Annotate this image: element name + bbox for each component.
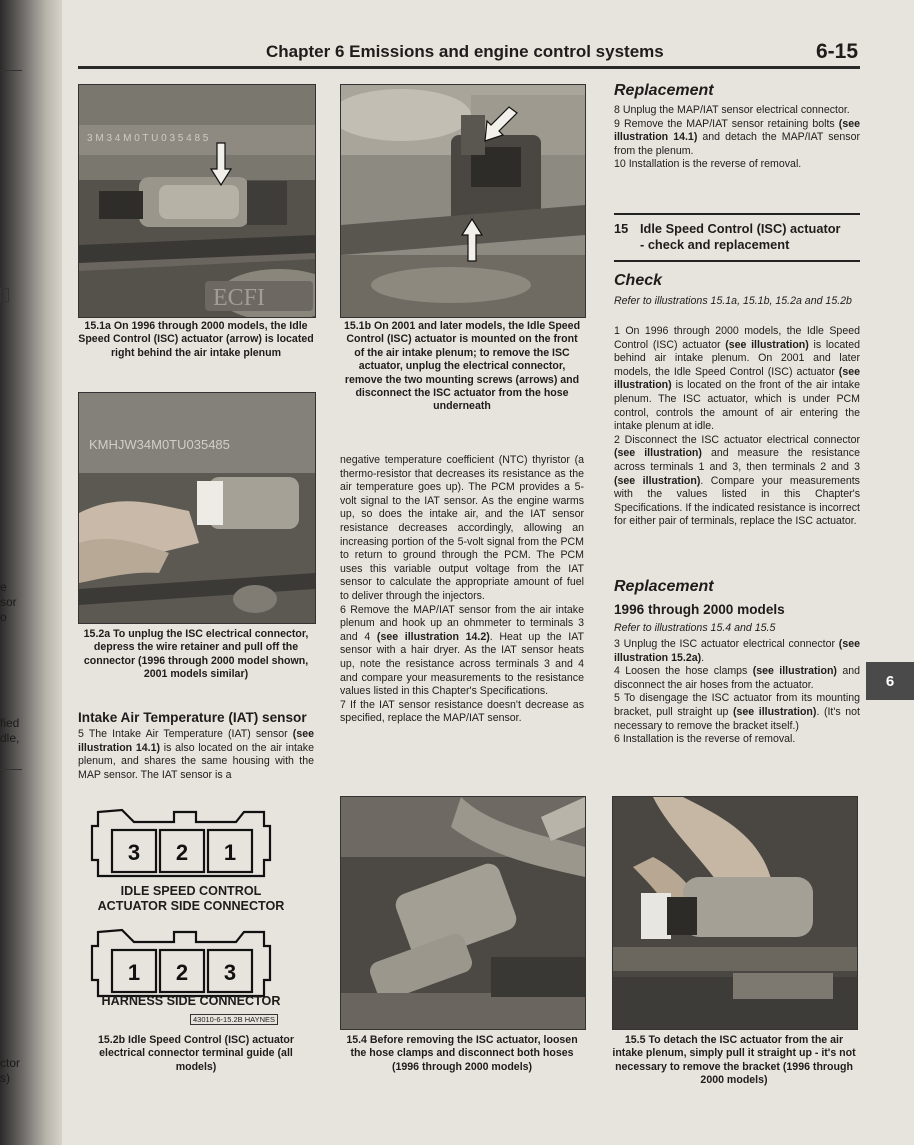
text-run: 2 Disconnect the ISC actuator electrical connector (614, 433, 860, 446)
caption-15-1b: 15.1b On 2001 and later models, the Idle Speed Control (ISC) actuator is mounted on the front of the air intake plenum; to remove the ISC actuator, unplug the electrical connector, remove the two mounting screws (arrows) and disconnect the ISC actuator from the hose underneath (343, 320, 581, 413)
text-run: is located behind air intake plenum. On 2001 and later models, the Idle Speed Control (ISC) actuator (614, 338, 860, 378)
section-15-number: 15 (614, 221, 629, 236)
text-run: . Compare your measurements with the values listed in this Chapter's Specifications. If the indicated resistance is incorrect for either pair of terminals, replace the ISC actuator. (614, 474, 860, 528)
text-run: and disconnect the air hoses from the actuator. (614, 665, 861, 691)
text-run: . Heat up the IAT sensor with a hair dryer. As the IAT sensor heats up, note the resistance across terminals 3 and 4 and compare your measurements to the resistance values listed in this Chapter's Specifications. (340, 630, 584, 698)
illustration-reference: (see illustration 14.2) (376, 630, 490, 643)
illustration-reference: (see illustration 15.2a) (614, 638, 860, 664)
rep-step-3 (614, 638, 860, 665)
rep-step-5 (614, 692, 860, 733)
vin-engraving-2a: KMHJW34M0TU035485 (89, 437, 230, 452)
harness-side-label: HARNESS SIDE CONNECTOR (101, 994, 281, 1008)
iat-sensor-heading: Intake Air Temperature (IAT) sensor (78, 710, 307, 725)
text-run: . (701, 651, 705, 664)
illustration-reference: (see illustration) (752, 665, 837, 678)
diagram-15-2b (78, 800, 304, 1032)
illustration-reference: (see illustration) (614, 447, 702, 460)
step-10: 10 Installation is the reverse of removal. (614, 158, 802, 171)
caption-15-2a: 15.2a To unplug the ISC electrical connector, depress the wire retainer and pull off the connector (1996 through 2000 model shown, 2001 models similar) (83, 628, 309, 681)
rep-step-4 (614, 665, 860, 692)
caption-15-5: 15.5 To detach the ISC actuator from the air intake plenum, simply pull it straight up - it's not necessary to remove the bracket (1996 through 2000 models) (612, 1034, 856, 1087)
actuator-side-label-line2: ACTUATOR SIDE CONNECTOR (97, 899, 285, 913)
text-run: 5 To disengage the ISC actuator from its mounting bracket, pull straight up (614, 692, 860, 718)
models-heading: 1996 through 2000 models (614, 602, 785, 617)
previous-page-fragment: s) (0, 1071, 10, 1085)
previous-page-fragment: o (0, 610, 7, 624)
photo-15-5 (612, 796, 858, 1030)
check-steps (614, 325, 860, 529)
page-number: 6-15 (816, 40, 859, 63)
caption-15-4: 15.4 Before removing the ISC actuator, loosen the hose clamps and disconnect both hoses (1996 through 2000 models) (346, 1034, 578, 1073)
illustration-reference: (see illustration) (614, 474, 701, 487)
ecfi-emblem: ECFI (213, 285, 266, 311)
harness-pin-label: 3 (223, 960, 237, 985)
illustration-reference: (see illustration) (725, 338, 809, 351)
illustration-reference: (see illustration 14.1) (78, 728, 314, 754)
previous-page-edge (0, 0, 40, 1145)
check-heading: Check (614, 272, 663, 289)
replacement2-steps (614, 638, 860, 747)
iat-paragraph-6 (340, 604, 584, 699)
previous-page-rule (0, 769, 22, 770)
actuator-pin-label: 2 (175, 840, 189, 865)
replacement2-heading: Replacement (614, 578, 714, 595)
text-run: and detach the MAP/IAT sensor from the plenum. (614, 131, 860, 157)
illustration-reference: (see illustration) (614, 365, 860, 392)
step-9 (614, 118, 860, 159)
previous-page-fragment: e (0, 580, 7, 594)
text-run: 1 On 1996 through 2000 models, the Idle Speed Control (ISC) actuator (614, 325, 860, 351)
harness-pin-label: 1 (127, 960, 141, 985)
check-step-2 (614, 434, 860, 529)
text-run: . (It's not necessary to remove the bracket itself.) (614, 705, 860, 732)
section-rule-bottom (614, 260, 860, 262)
section-15-title-line1: Idle Speed Control (ISC) actuator (640, 221, 841, 236)
text-run: 9 Remove the MAP/IAT sensor retaining bolts (614, 117, 839, 130)
text-run: 4 Loosen the hose clamps (614, 665, 753, 678)
middle-column-text (340, 454, 584, 726)
step-8: 8 Unplug the MAP/IAT sensor electrical connector. (614, 104, 850, 116)
check-step-1 (614, 325, 860, 434)
iat-paragraph-7: 7 If the IAT sensor resistance doesn't decrease as specified, replace the MAP/IAT sensor. (340, 698, 584, 725)
actuator-side-label-line1: IDLE SPEED CONTROL (120, 884, 262, 898)
previous-page-box (0, 288, 9, 302)
iat-paragraph-5 (78, 728, 314, 782)
caption-15-1a: 15.1a On 1996 through 2000 models, the Idle Speed Control (ISC) actuator (arrow) is located right behind the air intake plenum (78, 320, 314, 359)
caption-15-2b: 15.2b Idle Speed Control (ISC) actuator electrical connector terminal guide (all models) (97, 1034, 294, 1073)
previous-page-fragment: ctor (0, 1056, 21, 1070)
vin-engraving-1a: 3 M 3 4 M 0 T U 0 3 5 4 8 5 (87, 133, 209, 144)
illustration-reference: (see illustration 14.1) (614, 117, 860, 144)
previous-page-rule (0, 70, 22, 71)
figure-id-badge: 43010-6-15.2B HAYNES (190, 1014, 278, 1025)
text-run: and measure the resistance across terminals 1 and 3, then terminals 2 and 3 (614, 447, 860, 473)
text-run: 3 Unplug the ISC actuator electrical connector (614, 638, 839, 650)
harness-pin-label: 2 (175, 960, 189, 985)
chapter-margin-tab: 6 (866, 662, 914, 700)
photo-15-1a (78, 84, 316, 318)
section-rule-top (614, 213, 860, 215)
models-illustration-ref: Refer to illustrations 15.4 and 15.5 (614, 622, 776, 634)
photo-15-4 (340, 796, 586, 1030)
text-run: 6 Remove the MAP/IAT sensor from the air intake plenum and hook up an ohmmeter to terminals 3 and 4 (340, 603, 584, 643)
replacement-steps (614, 104, 860, 172)
photo-15-2a (78, 392, 316, 624)
header-rule (78, 66, 860, 69)
chapter-title: Chapter 6 Emissions and engine control systems (266, 42, 664, 61)
rep-step-6: 6 Installation is the reverse of removal. (614, 733, 796, 746)
section-15-title-line2: - check and replacement (640, 237, 790, 252)
previous-page-fragment: sor (0, 595, 17, 609)
actuator-pin-label: 3 (127, 840, 141, 865)
check-illustration-ref: Refer to illustrations 15.1a, 15.1b, 15.2a and 15.2b (614, 295, 852, 307)
photo-15-1b (340, 84, 586, 318)
text-run: is located on the front of the air intake plenum. The ISC actuator, which is under PCM control, controls the amount of air entering the intake plenum at idle. (614, 379, 860, 433)
previous-page-fragment: dle, (0, 731, 20, 745)
previous-page-fragment: fied (0, 716, 20, 730)
replacement-heading: Replacement (614, 82, 714, 99)
iat-paragraph-continued: negative temperature coefficient (NTC) thyristor (a thermo-resistor that decreases its resistance as the air temperature goes up). The PCM provides a 5-volt signal to the IAT sensor. As the engine warms up, so does the intake air, and the IAT sensor resistance decreases accordingly, allowing an increasing portion of the 5-volt signal from the PCM to return to ground through the PCM. The PCM uses this variable output voltage from the IAT sensor to calculate the appropriate amount of fuel to deliver through the injectors. (340, 454, 584, 602)
text-run: is also located on the air intake plenum, and shares the same housing with the MAP sensor. The IAT sensor is a (78, 741, 314, 781)
illustration-reference: (see illustration) (732, 705, 817, 718)
text-run: 5 The Intake Air Temperature (IAT) sensor (78, 728, 293, 740)
actuator-pin-label: 1 (223, 840, 237, 865)
